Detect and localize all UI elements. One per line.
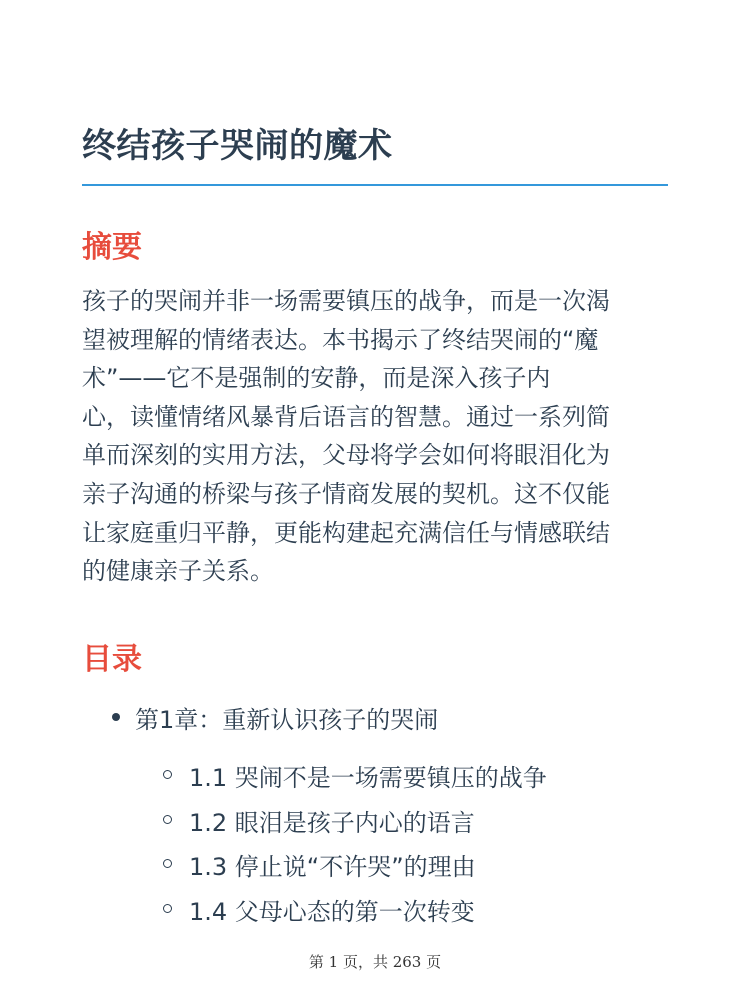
- title-divider: [82, 184, 668, 186]
- toc-section-list: [82, 756, 668, 934]
- bullet-circle-icon: [163, 904, 172, 913]
- toc-section-label: 1.2 眼泪是孩子内心的语言: [189, 808, 475, 837]
- summary-line: 的健康亲子关系。: [82, 557, 274, 586]
- toc-chapter-list: [82, 696, 668, 736]
- toc-heading: 目录: [82, 642, 142, 677]
- toc-section-item[interactable]: [82, 801, 668, 846]
- summary-line: 亲子沟通的桥梁与孩子情商发展的契机。这不仅能: [82, 479, 610, 508]
- summary-line: 望被理解的情绪表达。本书揭示了终结哭闹的“魔: [82, 325, 599, 354]
- toc-section-label: 1.1 哭闹不是一场需要镇压的战争: [189, 764, 547, 792]
- summary-paragraph: [82, 282, 668, 591]
- summary-line: 心，读懂情绪风暴背后语言的智慧。通过一系列简: [82, 402, 610, 431]
- toc-section-item[interactable]: [82, 890, 668, 935]
- toc-chapter-item[interactable]: [82, 696, 668, 736]
- page-footer: 第 1 页，共 263 页: [308, 953, 442, 971]
- bullet-circle-icon: [163, 859, 172, 868]
- document-title: 终结孩子哭闹的魔术: [82, 126, 393, 166]
- summary-line: 孩子的哭闹并非一场需要镇压的战争，而是一次渴: [82, 287, 610, 315]
- summary-line: 让家庭重归平静，更能构建起充满信任与情感联结: [82, 518, 610, 547]
- bullet-dot-icon: [112, 713, 120, 721]
- summary-line: 单而深刻的实用方法，父母将学会如何将眼泪化为: [82, 441, 610, 470]
- summary-heading: 摘要: [82, 230, 142, 265]
- toc-section-label: 1.3 停止说“不许哭”的理由: [189, 853, 476, 881]
- summary-line: 术”——它不是强制的安静，而是深入孩子内: [82, 364, 551, 393]
- bullet-circle-icon: [163, 815, 172, 824]
- toc-section-item[interactable]: [82, 845, 668, 890]
- bullet-circle-icon: [163, 770, 172, 779]
- toc-chapter-label: 第1章：重新认识孩子的哭闹: [135, 706, 439, 734]
- toc-section-item[interactable]: [82, 756, 668, 801]
- toc-section-label: 1.4 父母心态的第一次转变: [189, 897, 475, 926]
